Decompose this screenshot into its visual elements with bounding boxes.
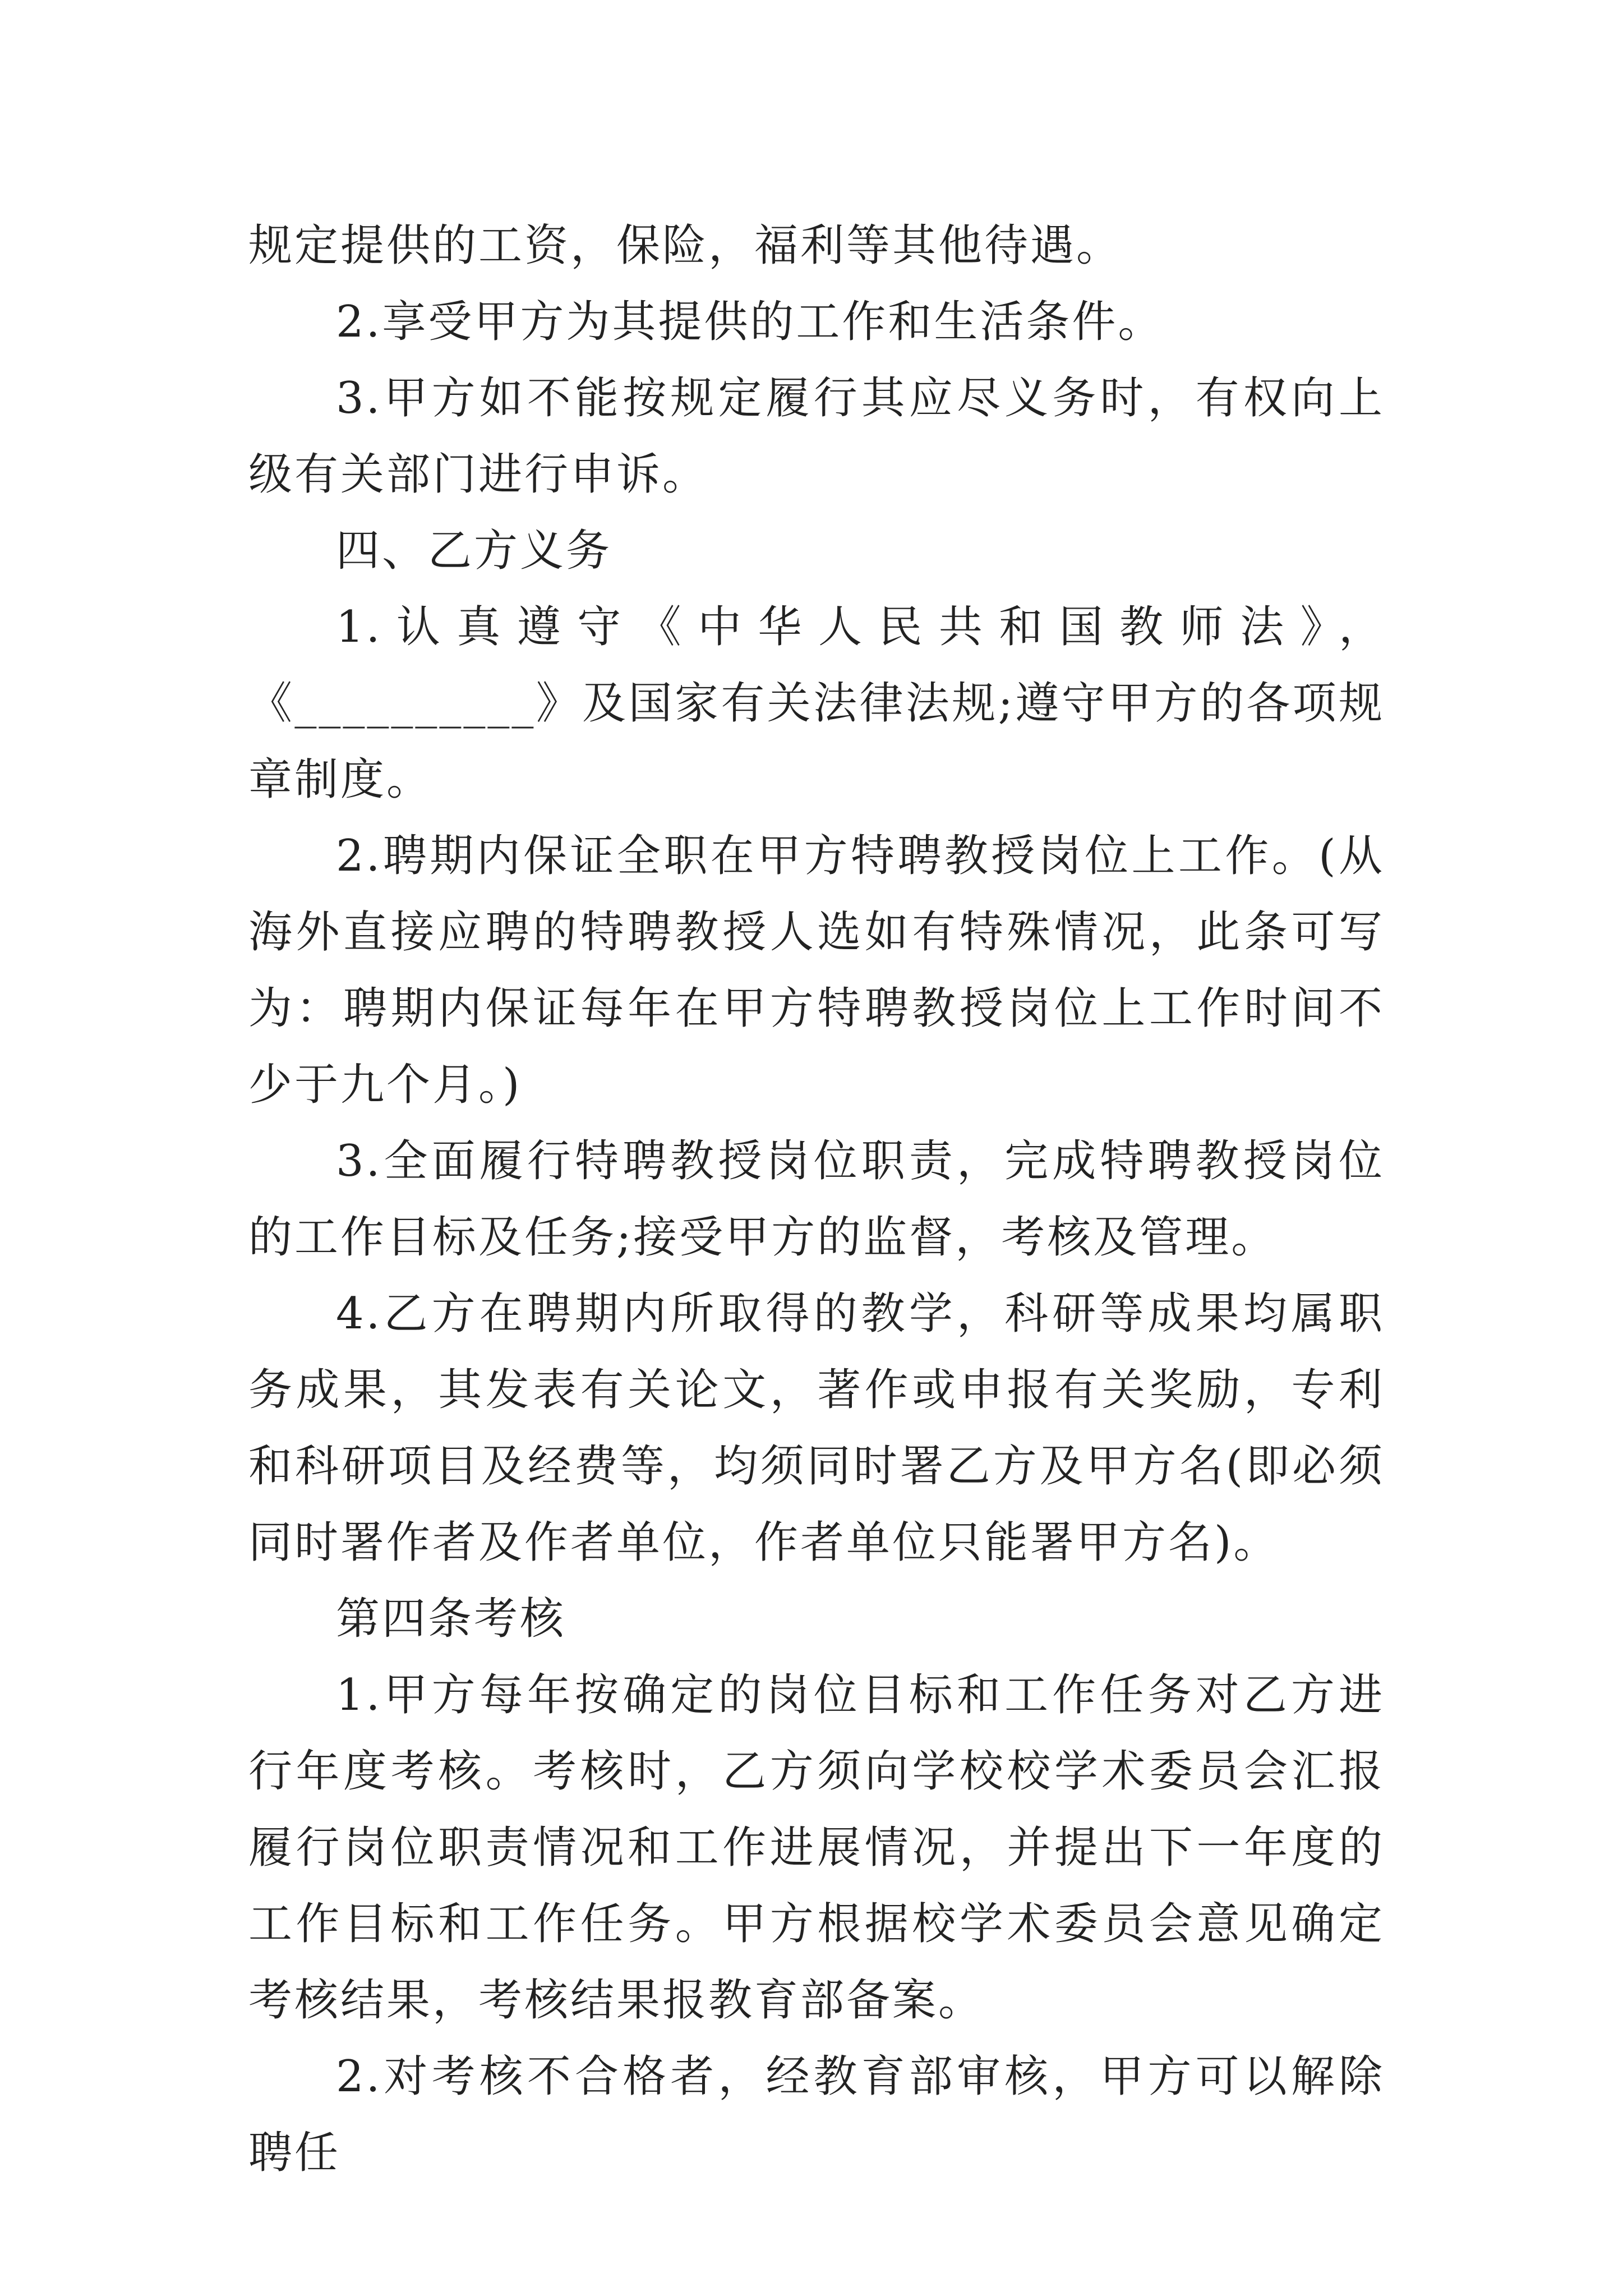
paragraph-assessment-2: 2.对考核不合格者，经教育部审核，甲方可以解除聘任 <box>248 2051 1385 2178</box>
paragraph-obligation-2: 2.聘期内保证全职在甲方特聘教授岗位上工作。(从海外直接应聘的特聘教授人选如有特殊情况，此条可写为：聘期内保证每年在甲方特聘教授岗位上工作时间不少于九个月。) <box>248 831 1385 1110</box>
document-body <box>248 208 1385 2191</box>
paragraph-assessment-1: 1.甲方每年按确定的岗位目标和工作任务对乙方进行年度考核。考核时，乙方须向学校校学术委员会汇报履行岗位职责情况和工作进展情况，并提出下一年度的工作目标和工作任务。甲方根据校学术委员会意见确定考核结果，考核结果报教育部备案。 <box>248 1670 1385 2026</box>
paragraph-benefits-continued: 规定提供的工资，保险，福利等其他待遇。 <box>248 220 1123 271</box>
paragraph-right-2: 2.享受甲方为其提供的工作和生活条件。 <box>336 297 1164 347</box>
section-heading-party-b-obligations: 四、乙方义务 <box>336 526 612 576</box>
paragraph-obligation-4: 4.乙方在聘期内所取得的教学，科研等成果均属职务成果，其发表有关论文，著作或申报有关奖励，专利和科研项目及经费等，均须同时署乙方及甲方名(即必须同时署作者及作者单位，作者单位只能署甲方名)。 <box>248 1289 1385 1568</box>
paragraph-right-3: 3.甲方如不能按规定履行其应尽义务时，有权向上级有关部门进行申诉。 <box>248 373 1385 500</box>
article-heading-assessment: 第四条考核 <box>336 1594 566 1644</box>
paragraph-obligation-1: 1.认真遵守《中华人民共和国教师法》，《__________》及国家有关法律法规;遵守甲方的各项规章制度。 <box>248 602 1385 805</box>
paragraph-obligation-3: 3.全面履行特聘教授岗位职责，完成特聘教授岗位的工作目标及任务;接受甲方的监督，考核及管理。 <box>248 1136 1385 1263</box>
